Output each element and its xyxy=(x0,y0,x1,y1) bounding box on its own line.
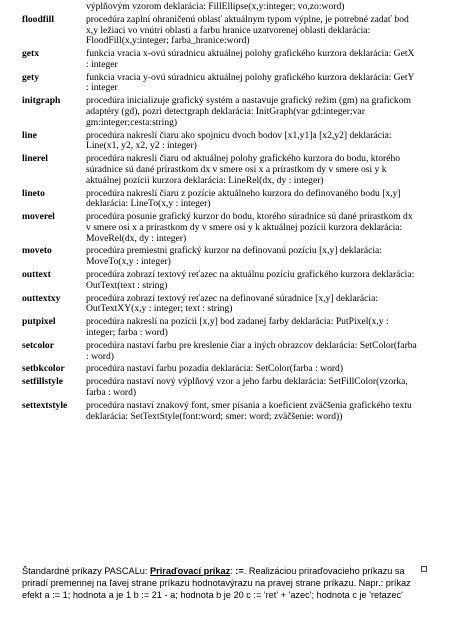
glossary-term: setfillstyle xyxy=(22,376,64,388)
glossary-entry xyxy=(0,49,462,70)
glossary-term: line xyxy=(22,129,37,141)
colon: : xyxy=(230,566,236,576)
glossary-entry xyxy=(0,364,462,375)
glossary-description: procedúra nakreslí čiaru z pozície aktuálneho kurzora do definovaného bodu [x,y] deklarácia: LineTo(x,y : integer) xyxy=(86,187,401,210)
glossary-description: výplňovým vzorom deklarácia: FillEllipse(x,y:integer; vo,zo:word) xyxy=(86,1,345,12)
glossary-description: procedúra posunie grafický kurzor do bodu, ktorého súradnice sú dané prírastkom dx v smere osi x a prírastkom dy v smere osi y k aktuálnej pozícii kurzora deklarácia: MoveRel(dx, dy : integer) xyxy=(86,211,413,244)
glossary-description: procedúra zobrazí textový reťazec na definované súradnice [x,y] deklarácia: OutTextXY(x,y : integer; text : string) xyxy=(86,292,379,315)
glossary-term: outtextxy xyxy=(22,292,61,304)
glossary-term: getx xyxy=(22,48,40,60)
glossary-term: settextstyle xyxy=(22,399,68,411)
glossary-description: procedúra nastaví farbu pre kreslenie čiar a iných obrazcov deklarácia: SetColor(farba : word) xyxy=(86,339,417,362)
glossary-term: setcolor xyxy=(22,339,54,351)
glossary-entry xyxy=(0,189,462,210)
glossary-entry xyxy=(0,212,462,244)
glossary-term: linerel xyxy=(22,153,48,165)
footer-paragraph xyxy=(22,565,418,601)
glossary-term: putpixel xyxy=(22,316,56,328)
glossary-entry xyxy=(0,154,462,186)
glossary-list xyxy=(0,2,462,425)
glossary-entry xyxy=(0,15,462,47)
glossary-entry xyxy=(0,270,462,291)
glossary-entry xyxy=(0,96,462,128)
glossary-entry xyxy=(0,73,462,94)
footer-text: . Realizáciou priraďovacieho príkazu sa priradí premennej na ľavej strane príkazu hodnotavýrazu na pravej strane príkazu. Napr.: príkaz efekt a := 1; hodnota a je 1 b := 21 - a; hodnota b je 20 c := 'ret' + 'azec'; hodnota c je 'retazec' xyxy=(22,566,411,600)
paragraph-marker-icon xyxy=(421,566,427,572)
glossary-description: procedúra nakreslí čiaru od aktuálnej polohy grafického kurzora do bodu, ktorého súradnice sú dané prírastkom dx v smere osi x a prírastkom dy v smere osi y k aktuálnej pozícii kurzora deklarácia: LineRel(dx, dy : integer) xyxy=(86,153,401,186)
glossary-term: moverel xyxy=(22,211,55,223)
glossary-description: procedúra premiestni grafický kurzor na definovanú pozíciu [x,y] deklarácia: MoveTo(x,y : integer) xyxy=(86,245,382,268)
glossary-description: funkcia vracia x-ovú súradnicu aktuálnej polohy grafického kurzora deklarácia: GetX : integer xyxy=(86,48,415,70)
glossary-entry xyxy=(0,246,462,267)
glossary-entry xyxy=(0,294,462,315)
glossary-description: funkcia vracia y-ovú súradnicu aktuálnej polohy grafického kurzora deklarácia: GetY : integer xyxy=(86,71,415,94)
glossary-entry xyxy=(0,317,462,338)
glossary-description: procedúra inicializuje grafický systém a nastavuje grafický režim (gm) na grafickom adaptéry (gd), pozri detectgraph deklarácia: InitGraph(var gd:integer;var gm:integer;cesta:string) xyxy=(86,95,411,128)
glossary-description: procedúra nastaví farbu pozadia deklarácia: SetColor(farba : word) xyxy=(86,363,344,375)
glossary-term: moveto xyxy=(22,245,52,257)
glossary-term: floodfill xyxy=(22,13,54,25)
glossary-description: procedúra nastaví znakový font, smer písania a koeficient zväčšenia grafického textu deklarácia: SetTextStyle(font:word; smer: word; zväčšenie: word)) xyxy=(86,399,412,422)
glossary-term: initgraph xyxy=(22,95,61,107)
glossary-term: lineto xyxy=(22,187,45,199)
glossary-term: setbkcolor xyxy=(22,363,65,375)
glossary-entry xyxy=(0,2,462,13)
glossary-term xyxy=(0,2,86,13)
glossary-description: procedúra nakreslí na pozícii [x,y] bod zadanej farby deklarácia: PutPixel(x,y : integer; farba : word) xyxy=(86,316,389,338)
glossary-description: procedúra zobrazí textový reťazec na aktuálnu pozíciu grafického kurzora deklarácia: OutText(text : string) xyxy=(86,269,415,291)
glossary-term: outtext xyxy=(22,269,51,281)
glossary-entry xyxy=(0,341,462,362)
glossary-entry xyxy=(0,377,462,398)
glossary-description: procedúra nastaví nový výplňový vzor a jeho farbu deklarácia: SetFillColor(vzorka, farba : word) xyxy=(86,376,408,399)
assignment-heading: Priraďovací príkaz xyxy=(150,566,231,576)
glossary-entry xyxy=(0,131,462,152)
glossary-description: procedúra zaplní ohraničenú oblasť aktuálnym typom výplne, je potrebné zadať bod x,y ležiaci vo vnútri oblasti a farbu hranice uzatvorenej oblasti deklarácia: FloodFill(x,y:integer; farba_hranice:word) xyxy=(86,13,409,47)
glossary-term: gety xyxy=(22,71,40,83)
assignment-operator: := xyxy=(235,566,244,576)
footer-lead: Štandardné príkazy PASCALu: xyxy=(22,566,148,576)
glossary-description: procedúra nakreslí čiaru ako spojnicu dvoch bodov [x1,y1]a [x2,y2] deklarácia: Line(x1, y2, x2, y2 : integer) xyxy=(86,129,392,152)
glossary-entry xyxy=(0,401,462,422)
